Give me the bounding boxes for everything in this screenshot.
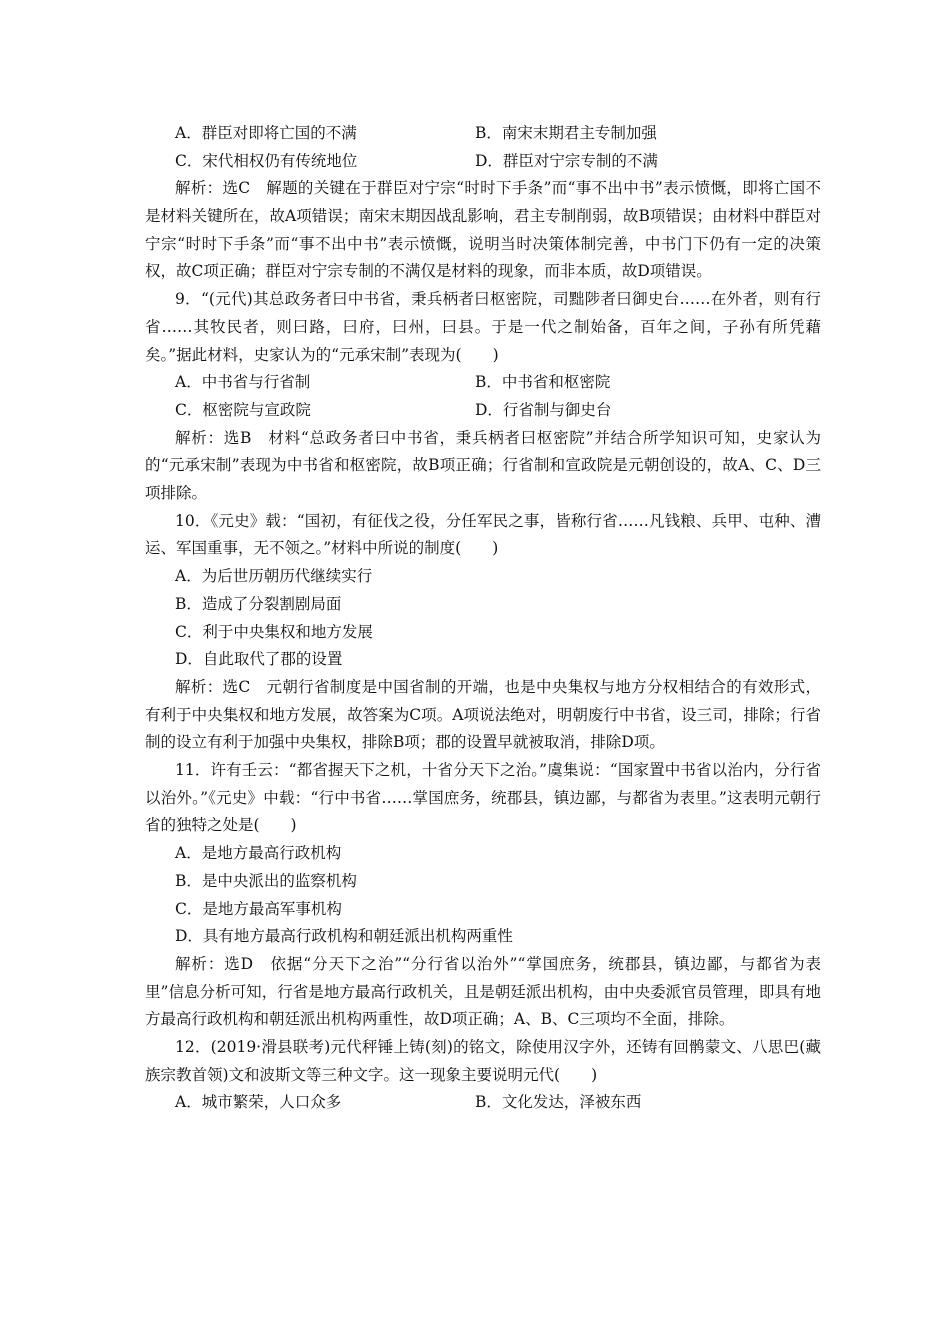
q10-option-b: B．造成了分裂割剧局面	[175, 594, 342, 613]
document-body	[145, 120, 821, 1117]
q11-option-b: B．是中央派出的监察机构	[175, 871, 357, 890]
q11-option-a: A．是地方最高行政机构	[175, 844, 342, 863]
q9-option-d: D．行省制与御史台	[475, 400, 612, 419]
q11-stem: 11．许有壬云：“都省握天下之机，十省分天下之治。”虞集说：“国家置中书省以治内，分行省以治外。”《元史》中载：“行中书省……掌国庶务，统郡县，镇边鄙，与都省为表里。”这表明元朝行省的独特之处是( )	[145, 761, 821, 835]
q9-analysis: 解析：选B 材料“总政务者曰中书省，秉兵柄者曰枢密院”并结合所学知识可知，史家认为的“元承宋制”表现为中书省和枢密院，故B项正确；行省制和宣政院是元朝创设的，故A、C、D三项排除。	[145, 428, 821, 503]
q9-option-b: B．中书省和枢密院	[475, 373, 611, 392]
q10-analysis: 解析：选C 元朝行省制度是中国省制的开端，也是中央集权与地方分权相结合的有效形式，有利于中央集权和地方发展，故答案为C项。A项说法绝对，明朝废行中书省，设三司，排除；行省制的设立有利于加强中央集权，排除B项；郡的设置早就被取消，排除D项。	[145, 677, 821, 752]
q10-option-c: C．利于中央集权和地方发展	[175, 622, 373, 641]
q11-analysis: 解析：选D 依据“分天下之治”“分行省以治外”“掌国庶务，统郡县，镇边鄙，与都省为表里”信息分析可知，行省是地方最高行政机关，且是朝廷派出机构，由中央委派官员管理，即具有地方最高行政机构和朝廷派出机构两重性，故D项正确；A、B、C三项均不全面，排除。	[145, 954, 821, 1029]
q9-options-row-1	[145, 369, 821, 397]
q11-option-c: C．是地方最高军事机构	[175, 899, 342, 918]
q8-option-b: B．南宋末期君主专制加强	[475, 124, 657, 142]
q8-option-a: A．群臣对即将亡国的不满	[175, 124, 357, 142]
q8-option-c: C．宋代相权仍有传统地位	[175, 151, 358, 170]
q11-option-d: D．具有地方最高行政机构和朝廷派出机构两重性	[175, 927, 513, 946]
q12-option-a: A．城市繁荣，人口众多	[175, 1093, 342, 1112]
q10-option-a: A．为后世历朝历代继续实行	[175, 567, 373, 586]
q12-stem: 12．(2019·滑县联考)元代秤锤上铸(刻)的铭文，除使用汉字外，还铸有回鹘蒙文、八思巴(藏族宗教首领)文和波斯文等三种文字。这一现象主要说明元代( )	[145, 1038, 821, 1084]
q10-option-d: D．自此取代了郡的设置	[175, 650, 343, 669]
q10-stem: 10．《元史》载：“国初，有征伐之役，分任军民之事，皆称行省……凡钱粮、兵甲、屯种、漕运、军国重事，无不领之。”材料中所说的制度( )	[145, 511, 821, 558]
q8-option-d: D．群臣对宁宗专制的不满	[475, 151, 658, 170]
q9-option-a: A．中书省与行省制	[175, 373, 311, 392]
q12-options-row-1	[145, 1089, 821, 1117]
q8-analysis: 解析：选C 解题的关键在于群臣对宁宗“时时下手条”而“事不出中书”表示愤慨，即将亡国不是材料关键所在，故A项错误；南宋末期因战乱影响，君主专制削弱，故B项错误；由材料中群臣对宁宗“时时下手条”而“事不出中书”表示愤慨，说明当时决策体制完善，中书门下仍有一定的决策权，故C项正确；群臣对宁宗专制的不满仅是材料的现象，而非本质，故D项错误。	[145, 179, 821, 281]
q12-option-b: B．文化发达，泽被东西	[475, 1093, 642, 1112]
q8-options-row-1	[145, 120, 821, 148]
q9-options-row-2	[145, 397, 821, 425]
q9-option-c: C．枢密院与宣政院	[175, 400, 311, 419]
q9-stem: 9．“(元代)其总政务者曰中书省，秉兵柄者曰枢密院，司黜陟者曰御史台……在外者，则有行省……其牧民者，则曰路，曰府，曰州，曰县。于是一代之制始备，百年之间，子孙有所凭藉矣。”据此材料，史家认为的“元承宋制”表现为( )	[145, 290, 821, 364]
q8-options-row-2	[145, 148, 821, 176]
